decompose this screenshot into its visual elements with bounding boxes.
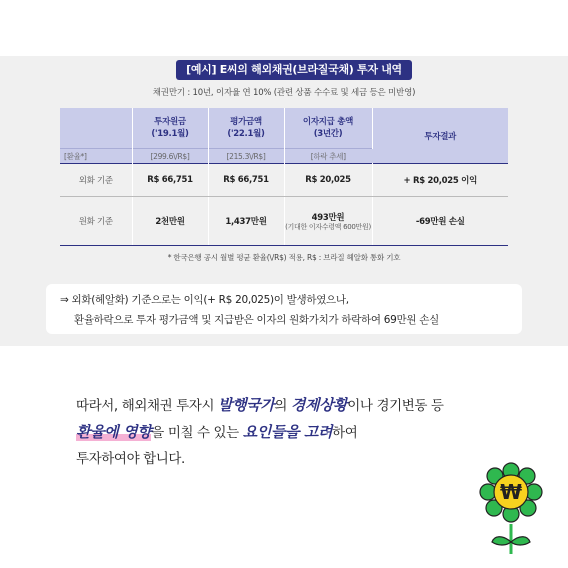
conclusion-callout: [46, 284, 522, 334]
header-principal-date: ('19.1월): [151, 129, 189, 139]
table-row: [60, 197, 508, 246]
header-valuation-date: ('22.1월): [227, 129, 265, 139]
card-subtitle: 채권만기 : 10년, 이자율 연 10% (관련 상품 수수료 및 세금 등은 미반영): [152, 88, 416, 98]
won-symbol: ₩: [499, 480, 523, 504]
row-interest: [284, 197, 372, 246]
advice-text: 이나 경기변동 등: [347, 398, 444, 414]
row-valuation: R$ 66,751: [208, 164, 284, 197]
advice-paragraph: [76, 392, 536, 472]
header-result: 투자결과: [372, 108, 508, 164]
row-principal: R$ 66,751: [132, 164, 208, 197]
advice-text: 을 미칠 수 있는: [151, 425, 243, 441]
emphasis-economic-conditions: 경제상황: [290, 396, 348, 414]
row-interest: R$ 20,025: [284, 164, 372, 197]
rate-valuation: [215.3\/R$]: [208, 149, 284, 164]
row-valuation: 1,437만원: [208, 197, 284, 246]
row-result: + R$ 20,025 이익: [372, 164, 508, 197]
header-interest-period: (3년간): [313, 129, 343, 139]
table-footnote: * 한국은행 공시 월별 평균 환율(\/R$) 적용, R$ : 브라질 헤알화 통화 기호: [167, 253, 401, 262]
header-interest: [284, 108, 372, 149]
row-result: -69만원 손실: [372, 197, 508, 246]
header-corner: [60, 108, 132, 149]
header-principal: [132, 108, 208, 149]
header-principal-label: 투자원금: [154, 117, 186, 127]
advice-text: 따라서, 해외채권 투자시: [76, 398, 218, 414]
advice-text: 의: [274, 398, 291, 414]
row-label: 외화 기준: [60, 164, 132, 197]
advice-line-2: [76, 419, 536, 446]
rate-principal: [299.6\/R$]: [132, 149, 208, 164]
header-valuation-label: 평가금액: [230, 117, 262, 127]
emphasis-exchange-rate-impact: 환율에 영향: [76, 423, 152, 441]
callout-line-1: ⇒ 외화(헤알화) 기준으로는 이익(+ R$ 20,025)이 발생하였으나,: [60, 294, 349, 306]
table-header-row: [60, 108, 508, 149]
rate-label: [환율*]: [60, 149, 132, 164]
advice-text: 하여: [332, 425, 358, 441]
row-principal: 2천만원: [132, 197, 208, 246]
callout-line-2: 환율하락으로 투자 평가금액 및 지급받은 이자의 원화가치가 하락하여 69만원 손실: [74, 314, 439, 326]
card-title: [예시] E씨의 해외채권(브라질국채) 투자 내역: [176, 60, 412, 80]
won-flower-mascot-icon: [478, 462, 544, 558]
emphasis-consider-factors: 요인들을 고려: [242, 423, 333, 441]
advice-line-1: [76, 392, 536, 419]
row-interest-note: (기대한 이자수령액 600만원): [285, 222, 371, 231]
advice-line-3: 투자하여야 합니다.: [76, 451, 185, 467]
investment-table: [60, 108, 508, 246]
rate-interest: [하락 추세]: [284, 149, 372, 164]
header-interest-label: 이자지급 총액: [302, 117, 354, 127]
header-valuation: [208, 108, 284, 149]
emphasis-issuer-country: 발행국가: [217, 396, 275, 414]
row-label: 원화 기준: [60, 197, 132, 246]
row-interest-value: 493만원: [311, 212, 345, 223]
table-row: [60, 164, 508, 197]
